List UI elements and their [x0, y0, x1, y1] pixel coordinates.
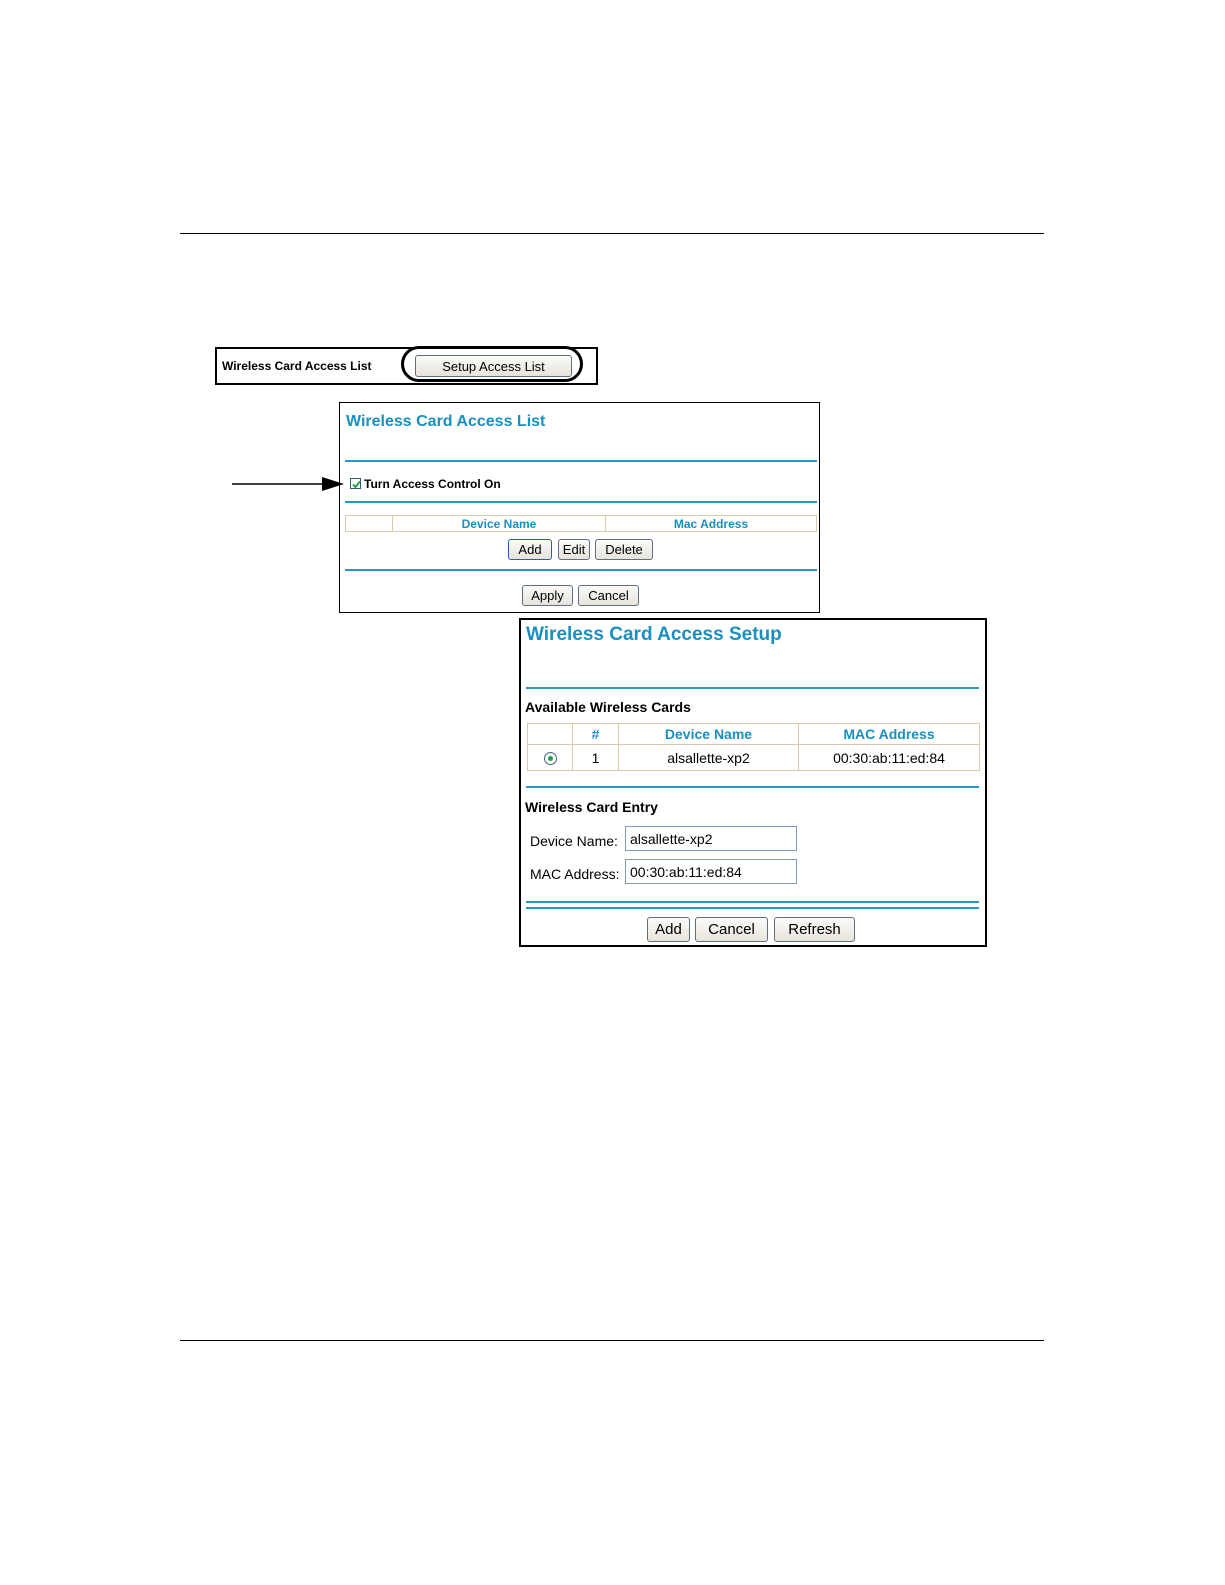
device-name-column-header: Device Name — [619, 724, 799, 745]
select-column-header — [528, 724, 573, 745]
divider — [526, 687, 979, 689]
access-setup-panel — [519, 618, 987, 947]
available-cards-heading: Available Wireless Cards — [525, 699, 691, 715]
access-list-title: Wireless Card Access List — [346, 413, 546, 430]
select-column-header — [346, 516, 393, 532]
edit-button[interactable]: Edit — [558, 539, 590, 560]
divider — [345, 501, 817, 503]
row-device-name-cell: alsallette-xp2 — [619, 745, 799, 771]
device-name-column-header: Device Name — [393, 516, 606, 532]
mac-address-column-header: MAC Address — [799, 724, 980, 745]
divider — [345, 460, 817, 462]
cancel-button[interactable]: Cancel — [695, 917, 768, 942]
device-name-input[interactable] — [625, 826, 797, 851]
page-bottom-rule — [180, 1340, 1044, 1341]
arrow-right-icon — [232, 476, 344, 492]
delete-button[interactable]: Delete — [595, 539, 653, 560]
table-row[interactable] — [528, 745, 980, 771]
checkmark-icon — [351, 479, 362, 490]
refresh-button[interactable]: Refresh — [774, 917, 855, 942]
device-name-label: Device Name: — [530, 833, 618, 849]
add-button[interactable]: Add — [647, 917, 690, 942]
table-header-row — [346, 516, 817, 532]
radio-selected-icon[interactable] — [544, 752, 557, 765]
page-top-rule — [180, 233, 1044, 234]
divider — [526, 901, 979, 903]
access-list-table — [345, 515, 817, 532]
row-number-cell: 1 — [573, 745, 619, 771]
access-list-panel — [339, 402, 820, 613]
table-header-row — [528, 724, 980, 745]
available-cards-table — [527, 723, 980, 771]
add-button[interactable]: Add — [508, 539, 552, 560]
number-column-header: # — [573, 724, 619, 745]
card-entry-heading: Wireless Card Entry — [525, 799, 658, 815]
divider — [526, 786, 979, 788]
row-select-cell — [528, 745, 573, 771]
mac-address-input[interactable] — [625, 859, 797, 884]
access-list-row-label: Wireless Card Access List — [222, 359, 372, 373]
access-setup-title: Wireless Card Access Setup — [526, 624, 782, 645]
setup-access-list-button[interactable]: Setup Access List — [415, 355, 572, 377]
divider — [345, 569, 817, 571]
row-mac-cell: 00:30:ab:11:ed:84 — [799, 745, 980, 771]
mac-address-column-header: Mac Address — [606, 516, 817, 532]
mac-address-label: MAC Address: — [530, 866, 620, 882]
cancel-button[interactable]: Cancel — [578, 585, 639, 606]
access-control-label: Turn Access Control On — [364, 477, 501, 491]
access-control-checkbox[interactable] — [350, 478, 361, 489]
access-list-row-panel — [215, 347, 598, 385]
apply-button[interactable]: Apply — [522, 585, 573, 606]
divider — [526, 907, 979, 909]
